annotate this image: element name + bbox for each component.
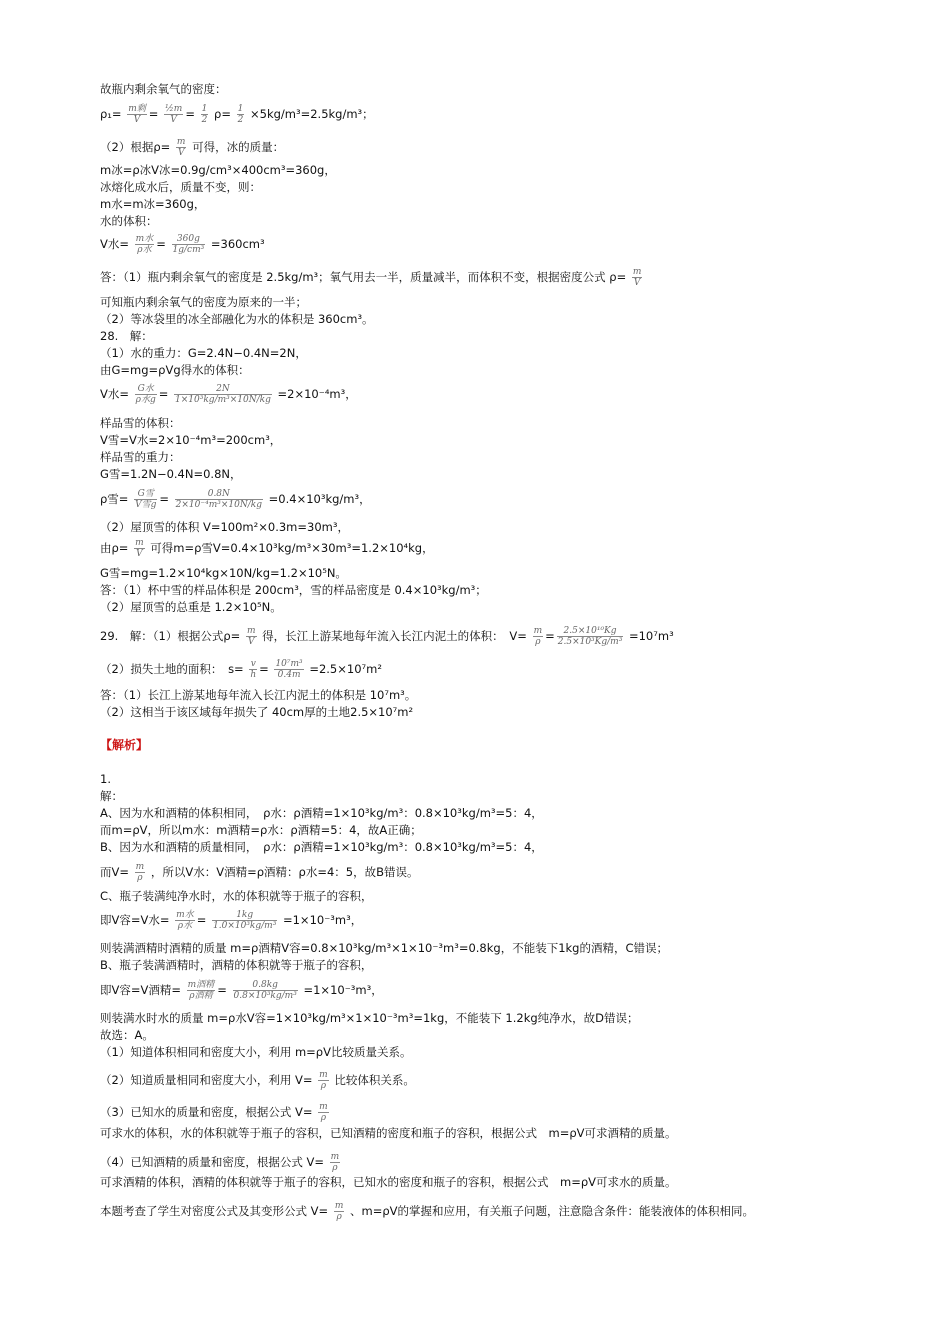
- formula-line: ρ雪= $\frac{\text{G雪}}{\text{V雪g}}$ = $\frac{0.8N}{\text{2×10⁻⁴m³×10N/kg}}$ =0.4×10³kg/m³，: [100, 489, 371, 510]
- text: （2）知道质量相同和密度大小，利用 V=: [100, 1073, 313, 1087]
- fraction: [127, 104, 147, 125]
- fraction: [175, 910, 195, 931]
- text: （4）已知酒精的质量和密度，根据公式 V=: [100, 1155, 324, 1169]
- fraction: [175, 489, 263, 510]
- text: =: [545, 629, 555, 643]
- denominator: ρ: [320, 1081, 327, 1091]
- text: 则装满水时水的质量 m=ρ水V容=1×10³kg/m³×1×10⁻³m³=1kg，不能装下 1.2kg纯净水，故D错误；: [100, 1011, 639, 1025]
- text: （3）已知水的质量和密度，根据公式 V=: [100, 1105, 313, 1119]
- text: =2×10⁻⁴m³，: [277, 387, 357, 401]
- text: （2）屋顶雪的体积 V=100m²×0.3m=30m³，: [100, 520, 349, 534]
- fraction: [135, 384, 157, 405]
- text: 可求酒精的体积，酒精的体积就等于瓶子的容积，已知水的密度和瓶子的容积，根据公式 m=ρV可求水的质量。: [100, 1175, 677, 1189]
- numerator: m: [533, 626, 543, 636]
- denominator: 2.5×10³Kg/m³: [557, 637, 623, 647]
- text: 可得，冰的质量：: [192, 140, 285, 154]
- numerator: ½m: [165, 104, 183, 114]
- text-line: [100, 566, 347, 581]
- text: 则装满酒精时酒精的质量 m=ρ酒精V容=0.8×10³kg/m³×1×10⁻³m³=0.8kg，不能装下1kg的酒精，C错误；: [100, 941, 669, 955]
- numerator: G雪: [134, 489, 157, 500]
- denominator: ρ: [336, 1212, 342, 1222]
- denominator: V: [170, 115, 177, 125]
- text-line: [100, 1045, 411, 1060]
- text-line: [100, 823, 422, 838]
- fraction: [632, 267, 643, 288]
- text: （2）等冰袋里的冰全部融化为水的体积是 360cm³。: [100, 312, 374, 326]
- formula-line: 即V容=V酒精= $\frac{\text{m酒精}}{\text{ρ酒精}}$ = $\frac{0.8kg}{\text{0.8×10³kg/m³}}$ =1×10⁻³m³，: [100, 980, 383, 1001]
- text: 解：: [100, 789, 123, 803]
- fraction: [212, 910, 277, 931]
- text: 故瓶内剩余氧气的密度：: [100, 82, 227, 96]
- fraction: [249, 659, 257, 680]
- text: （2）这相当于该区域每年损失了 40cm厚的土地2.5×10⁷m²: [100, 705, 414, 719]
- formula-line: [100, 267, 644, 288]
- denominator: ρ水: [137, 245, 152, 255]
- fraction: [174, 384, 272, 405]
- text-line: [100, 163, 336, 178]
- text-line: [100, 520, 349, 535]
- denominator: ρ酒精: [189, 991, 213, 1001]
- text: ，所以V水：V酒精=ρ酒精：ρ水=4：5，故B错误。: [150, 865, 419, 879]
- numerator: m剩: [128, 104, 146, 114]
- text-line: [100, 312, 374, 327]
- denominator: 0.4m: [277, 670, 301, 680]
- text: G雪=mg=1.2×10⁴kg×10N/kg=1.2×10⁵N。: [100, 566, 347, 580]
- text-line: [100, 688, 416, 703]
- numerator: 1: [201, 104, 208, 114]
- denominator: ρ: [535, 637, 541, 647]
- text: （2）根据ρ=: [100, 140, 171, 154]
- numerator: m: [319, 1070, 328, 1080]
- text: A、因为水和酒精的体积相同， ρ水：ρ酒精=1×10³kg/m³：0.8×10³kg/m³=5：4，: [100, 806, 543, 820]
- text: V水=: [100, 237, 130, 251]
- text-line: [100, 295, 307, 310]
- numerator: 0.8kg: [233, 980, 298, 991]
- text: V雪=V水=2×10⁻⁴m³=200cm³，: [100, 433, 282, 447]
- text-line: [100, 1126, 677, 1141]
- text-line: [100, 363, 250, 378]
- formula-line: V水= $\frac{\text{G水}}{\text{ρ水g}}$ = $\frac{2N}{\text{1×10³kg/m³×10N/kg}}$ =2×10⁻⁴m³，: [100, 384, 357, 405]
- text-line: [100, 1028, 154, 1043]
- text: （2）屋顶雪的总重是 1.2×10⁵N。: [100, 600, 282, 614]
- text-line: [100, 600, 282, 615]
- formula-line: ρ₁= $\frac{\text{m剩}}{V}$ = $\frac{\text{½m}}{V}$ = $\frac{1}{2}$ ρ= $\frac{1}{2}$ ×5kg/m³=2.5kg/m³；: [100, 104, 374, 125]
- text: 而V=: [100, 865, 130, 879]
- numerator: m: [632, 267, 642, 277]
- text: 1.: [100, 772, 111, 786]
- text: （2）损失土地的面积： s=: [100, 662, 244, 676]
- formula-line: （2）损失土地的面积： s= $\frac{v}{h}$ = $\frac{\text{10⁷m³}}{0.4m}$ =2.5×10⁷m²: [100, 659, 382, 680]
- text: =1×10⁻³m³，: [303, 983, 383, 997]
- fraction: [134, 489, 157, 510]
- text: 故选：A。: [100, 1028, 154, 1042]
- text: 得，长江上游某地每年流入长江内泥土的体积： V=: [262, 629, 527, 643]
- text: =1×10⁻³m³，: [282, 913, 363, 927]
- text: ×5kg/m³=2.5kg/m³；: [250, 107, 374, 121]
- text-line: [100, 958, 372, 973]
- formula-line: [100, 538, 434, 559]
- fraction: [318, 1070, 329, 1091]
- text: 可求水的体积，水的体积就等于瓶子的容积，已知酒精的密度和瓶子的容积，根据公式 m=ρV可求酒精的质量。: [100, 1126, 677, 1140]
- text-line: [100, 941, 668, 956]
- numerator: 2N: [174, 384, 272, 395]
- denominator: V: [247, 637, 255, 647]
- fraction: [237, 104, 245, 125]
- text-line: [100, 705, 413, 720]
- text-line: [100, 1011, 639, 1026]
- numerator: 10⁷m³: [275, 659, 303, 669]
- text: 比较体积关系。: [334, 1073, 415, 1087]
- text: 而m=ρV，所以m水：m酒精=ρ水：ρ酒精=5：4，故A正确；: [100, 823, 422, 837]
- denominator: V: [633, 278, 641, 288]
- text-line: [100, 889, 373, 904]
- text: ρ₁=: [100, 107, 122, 121]
- formula-line: V水= $\frac{\text{m水}}{\text{ρ水}}$ = $\frac{360g}{\text{1g/cm³}}$ =360cm³: [100, 234, 265, 255]
- fraction: [187, 980, 216, 1001]
- numerator: 360g: [172, 234, 206, 245]
- text: =0.4×10³kg/m³，: [268, 492, 371, 506]
- numerator: m水: [176, 910, 194, 920]
- numerator: 2.5×10¹⁰Kg: [557, 626, 624, 637]
- fraction: [135, 862, 146, 883]
- text: 即V容=V水=: [100, 913, 170, 927]
- denominator: V: [133, 115, 141, 125]
- denominator: V雪g: [135, 500, 157, 510]
- denominator: 0.8×10³kg/m³: [233, 991, 297, 1001]
- text: 可得m=ρ雪V=0.4×10³kg/m³×30m³=1.2×10⁴kg，: [150, 541, 434, 555]
- text: 样品雪的重力：: [100, 450, 181, 464]
- text-line: [100, 329, 153, 344]
- text-line: [100, 416, 181, 431]
- text: =2.5×10⁷m²: [309, 662, 382, 676]
- fraction: [172, 234, 206, 255]
- text-line: [100, 840, 543, 855]
- fraction: [318, 1102, 329, 1123]
- text-line: [100, 450, 181, 465]
- text: 29. 解：（1）根据公式ρ=: [100, 629, 241, 643]
- formula-line: [100, 862, 419, 883]
- text: 、m=ρV的掌握和应用，有关瓶子问题，注意隐含条件：能装液体的体积相同。: [350, 1204, 755, 1218]
- text: 由ρ=: [100, 541, 129, 555]
- numerator: 1kg: [212, 910, 277, 921]
- text: 答：（1）杯中雪的样品体积是 200cm³，雪的样品密度是 0.4×10³kg/m³；: [100, 583, 487, 597]
- fraction: [533, 626, 544, 647]
- numerator: m: [135, 862, 145, 872]
- fraction: [164, 104, 183, 125]
- text: =10⁷m³: [628, 629, 674, 643]
- fraction: [334, 1201, 345, 1222]
- denominator: 1×10³kg/m³×10N/kg: [175, 395, 271, 405]
- text-line: [100, 1175, 677, 1190]
- text: m水=m冰=360g，: [100, 197, 206, 211]
- text: 可知瓶内剩余氧气的密度为原来的一半；: [100, 295, 307, 309]
- text: 样品雪的体积：: [100, 416, 181, 430]
- text: ρ: [214, 107, 222, 121]
- formula-line: [100, 1152, 342, 1173]
- numerator: m: [319, 1102, 328, 1112]
- fraction: [135, 234, 155, 255]
- numerator: m: [330, 1152, 340, 1162]
- fraction: [557, 626, 624, 647]
- text-line: [100, 583, 487, 598]
- text-line: [100, 214, 158, 229]
- text: 冰熔化成水后，质量不变，则：: [100, 180, 261, 194]
- text: 【解析】: [100, 738, 149, 752]
- text: 由G=mg=ρVg得水的体积：: [100, 363, 250, 377]
- denominator: ρ: [137, 873, 143, 883]
- numerator: m: [334, 1201, 344, 1211]
- formula-line: [100, 1070, 415, 1091]
- text-line: [100, 433, 281, 448]
- text: =360cm³: [210, 237, 265, 251]
- text-line: [100, 180, 261, 195]
- numerator: m水: [135, 234, 154, 244]
- numerator: m: [135, 538, 144, 548]
- formula-line: [100, 137, 284, 158]
- text-line: [100, 467, 242, 482]
- numerator: 0.8N: [175, 489, 263, 500]
- text: 即V容=V酒精=: [100, 983, 182, 997]
- text-line: [100, 806, 543, 821]
- formula-line: 即V容=V水= $\frac{\text{m水}}{\text{ρ水}}$ = $\frac{1kg}{\text{1.0×10³kg/m³}}$ =1×10⁻³m³，: [100, 910, 363, 931]
- fraction: [233, 980, 298, 1001]
- numerator: 1: [237, 104, 244, 114]
- text: ρ雪=: [100, 492, 129, 506]
- text: 水的体积：: [100, 214, 158, 228]
- text: m冰=ρ冰V冰=0.9g/cm³×400cm³=360g，: [100, 163, 336, 177]
- numerator: G水: [135, 384, 157, 395]
- numerator: m: [246, 626, 256, 636]
- text: 答：（1）瓶内剩余氧气的密度是 2.5kg/m³；氧气用去一半，质量减半，而体积不变，根据密度公式 ρ=: [100, 270, 627, 284]
- numerator: m: [176, 137, 186, 147]
- denominator: 2: [237, 115, 244, 125]
- text-line: [100, 197, 205, 212]
- text: G雪=1.2N−0.4N=0.8N，: [100, 467, 242, 481]
- denominator: ρ水: [177, 921, 193, 931]
- text: （1）知道体积相同和密度大小，利用 m=ρV比较质量关系。: [100, 1045, 412, 1059]
- section-heading: [100, 738, 148, 753]
- denominator: V: [136, 549, 143, 559]
- denominator: 1g/cm³: [172, 245, 205, 255]
- denominator: V: [177, 148, 185, 158]
- numerator: v: [250, 659, 256, 669]
- numerator: m酒精: [187, 980, 215, 990]
- text-line: [100, 346, 307, 361]
- fraction: [330, 1152, 341, 1173]
- text: 本题考查了学生对密度公式及其变形公式 V=: [100, 1204, 329, 1218]
- text: 28. 解：: [100, 329, 153, 343]
- fraction: [176, 137, 187, 158]
- fraction: [134, 538, 145, 559]
- formula-line: [100, 1201, 754, 1222]
- text-line: [100, 772, 111, 787]
- fraction: [274, 659, 303, 680]
- denominator: 2×10⁻⁴m³×10N/kg: [175, 500, 262, 510]
- denominator: ρ水g: [135, 395, 156, 405]
- text: B、因为水和酒精的质量相同， ρ水：ρ酒精=1×10³kg/m³：0.8×10³kg/m³=5：4，: [100, 840, 543, 854]
- denominator: 1.0×10³kg/m³: [213, 921, 277, 931]
- text: （1）水的重力：G=2.4N−0.4N=2N，: [100, 346, 307, 360]
- fraction: [201, 104, 209, 125]
- text-line: [100, 82, 227, 97]
- denominator: ρ: [320, 1113, 327, 1123]
- text-line: [100, 789, 123, 804]
- formula-line: [100, 626, 674, 647]
- denominator: h: [250, 670, 257, 680]
- text: V水=: [100, 387, 130, 401]
- text: 答：（1）长江上游某地每年流入长江内泥土的体积是 10⁷m³。: [100, 688, 417, 702]
- formula-line: [100, 1102, 331, 1123]
- denominator: 2: [201, 115, 208, 125]
- fraction: [246, 626, 257, 647]
- text: C、瓶子装满纯净水时，水的体积就等于瓶子的容积，: [100, 889, 373, 903]
- denominator: ρ: [332, 1163, 338, 1173]
- text: B、瓶子装满酒精时，酒精的体积就等于瓶子的容积，: [100, 958, 373, 972]
